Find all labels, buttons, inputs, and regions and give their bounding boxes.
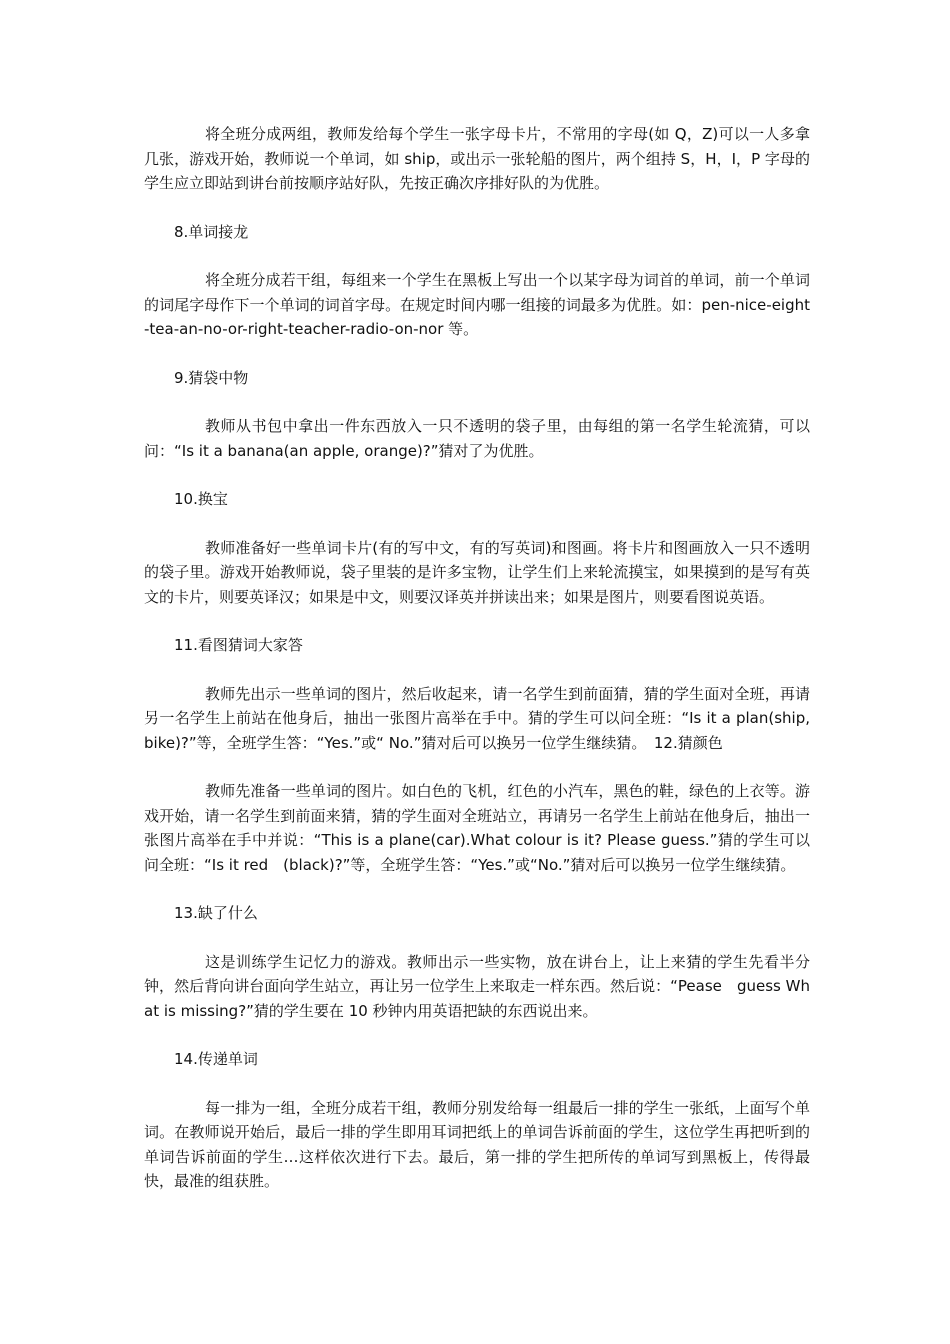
heading-treasure-swap: 10.换宝 xyxy=(174,490,228,508)
paragraph-what-is-missing: 这是训练学生记忆力的游戏。教师出示一些实物，放在讲台上，让上来猜的学生先看半分钟，然后背向讲台面向学生站立，再让另一位学生上来取走一样东西。然后说：“Pease guess What is missing?”猜的学生要在 10 秒钟内用英语把缺的东西说出来。 xyxy=(144,952,810,1020)
paragraph-letter-card-game: 将全班分成两组，教师发给每个学生一张字母卡片，不常用的字母(如 Q，Z)可以一人多拿几张，游戏开始，教师说一个单词，如 ship，或出示一张轮船的图片，两个组持 S，H，I，P 字母的学生应立即站到讲台前按顺序站好队，先按正确次序排好队的为优胜。 xyxy=(144,125,810,192)
paragraph-guess-color: 教师先准备一些单词的图片。如白色的飞机，红色的小汽车，黑色的鞋，绿色的上衣等。游戏开始，请一名学生到前面来猜，猜的学生面对全班站立，再请另一名学生上前站在他身后，抽出一张图片高举在手中并说：“This is a plane(car).What colour is it? Please guess.”猜的学生可以问全班：“Is it red (black)?”等，全班学生答：“Yes.”或“No.”猜对后可以换另一位学生继续猜。 xyxy=(144,782,810,874)
paragraph-treasure-swap: 教师准备好一些单词卡片(有的写中文，有的写英词)和图画。将卡片和图画放入一只不透明的袋子里。游戏开始教师说，袋子里装的是许多宝物，让学生们上来轮流摸宝，如果摸到的是写有英文的卡片，则要英译汉；如果是中文，则要汉译英并拼读出来；如果是图片，则要看图说英语。 xyxy=(144,538,810,606)
document-page xyxy=(144,122,810,1218)
paragraph-picture-guess: 教师先出示一些单词的图片，然后收起来，请一名学生到前面猜，猜的学生面对全班，再请另一名学生上前站在他身后，抽出一张图片高举在手中。猜的学生可以问全班：“Is it a plan(ship, bike)?”等，全班学生答：“Yes.”或“ No.”猜对后可以换另一位学生继续猜。 12.猜颜色 xyxy=(144,684,810,752)
heading-word-chain: 8.单词接龙 xyxy=(174,222,249,241)
paragraph-word-chain: 将全班分成若干组，每组来一个学生在黑板上写出一个以某字母为词首的单词，前一个单词的词尾字母作下一个单词的词首字母。在规定时间内哪一组接的词最多为优胜。如：pen-nice-eight-tea-an-no-or-right-teacher-radio-on-nor 等。 xyxy=(144,271,810,338)
heading-guess-bag: 9.猜袋中物 xyxy=(174,368,249,387)
paragraph-guess-bag: 教师从书包中拿出一件东西放入一只不透明的袋子里，由每组的第一名学生轮流猜，可以问：“Is it a banana(an apple, orange)?”猜对了为优胜。 xyxy=(144,417,810,460)
paragraph-pass-word: 每一排为一组，全班分成若干组，教师分别发给每一组最后一排的学生一张纸，上面写个单词。在教师说开始后，最后一排的学生即用耳词把纸上的单词告诉前面的学生，这位学生再把听到的单词告诉前面的学生…这样依次进行下去。最后，第一排的学生把所传的单词写到黑板上，传得最快，最准的组获胜。 xyxy=(144,1098,810,1190)
heading-pass-word: 14.传递单词 xyxy=(174,1050,258,1068)
heading-what-is-missing: 13.缺了什么 xyxy=(174,904,258,922)
heading-picture-guess: 11.看图猜词大家答 xyxy=(174,636,303,654)
